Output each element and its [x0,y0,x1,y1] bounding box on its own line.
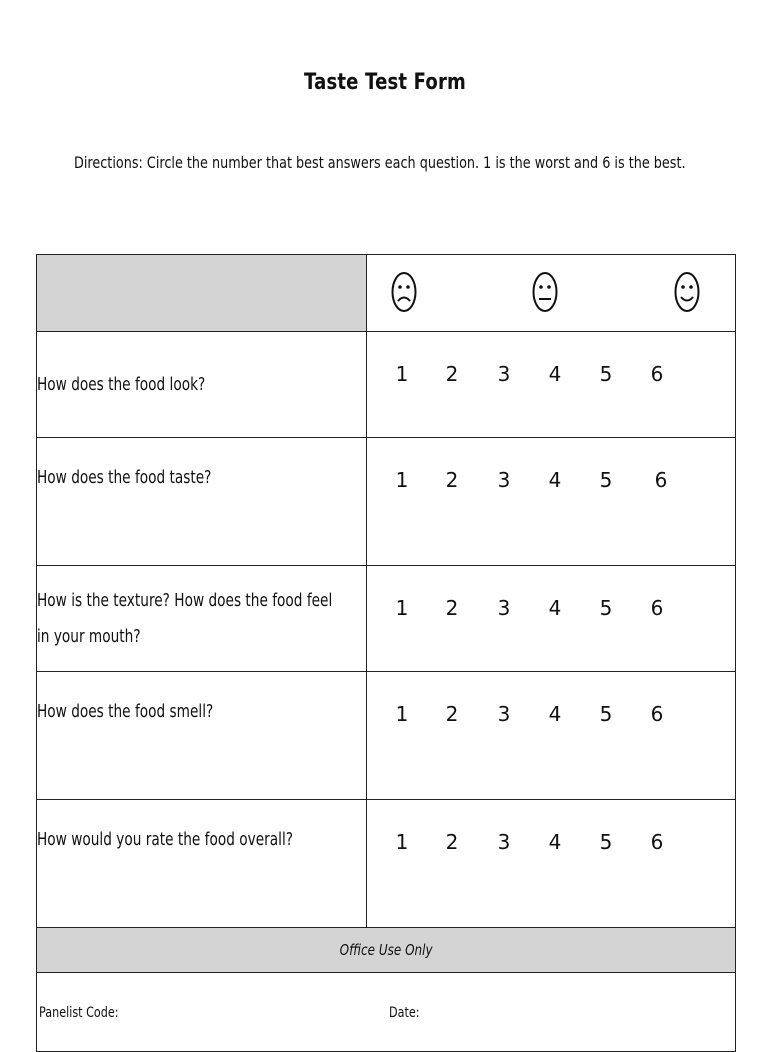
question-text-line1: How is the texture? How does the food feel [37,589,333,611]
rating-option-6[interactable]: 6 [650,702,664,726]
question-text: How does the food taste? [37,467,212,488]
rating-table [36,254,736,1052]
rating-option-3[interactable]: 3 [497,830,511,854]
rating-option-2[interactable]: 2 [445,362,459,386]
rating-option-6[interactable]: 6 [654,468,668,492]
rating-option-2[interactable]: 2 [445,468,459,492]
smile-face-icon [672,269,702,315]
rating-option-4[interactable]: 4 [548,830,562,854]
rating-option-2[interactable]: 2 [445,830,459,854]
rating-option-6[interactable]: 6 [650,830,664,854]
rating-option-3[interactable]: 3 [497,702,511,726]
date-label: Date: [389,1005,420,1021]
question-cell [37,438,367,566]
office-use-label: Office Use Only [339,941,433,959]
directions-text: Directions: Circle the number that best answers each question. 1 is the worst and 6 is the best. [74,153,686,172]
rating-option-4[interactable]: 4 [548,362,562,386]
faces-cell [367,255,736,332]
rating-option-1[interactable]: 1 [395,830,409,854]
rating-cell [367,800,736,928]
rating-option-5[interactable]: 5 [599,468,613,492]
rating-option-4[interactable]: 4 [548,596,562,620]
question-text: How does the food look? [37,373,206,395]
panelist-code-label: Panelist Code: [39,1005,119,1021]
rating-option-1[interactable]: 1 [395,702,409,726]
rating-option-4[interactable]: 4 [548,468,562,492]
rating-option-6[interactable]: 6 [650,596,664,620]
header-row [37,255,736,332]
question-cell [37,672,367,800]
office-use-cell [37,928,736,973]
question-cell [37,566,367,672]
rating-option-5[interactable]: 5 [599,596,613,620]
question-text: How would you rate the food overall? [37,829,294,850]
question-row-look [37,332,736,438]
rating-option-4[interactable]: 4 [548,702,562,726]
neutral-face-icon [530,269,560,315]
rating-cell [367,438,736,566]
question-row-overall [37,800,736,928]
question-row-smell [37,672,736,800]
frown-face-icon [389,269,419,315]
question-row-taste [37,438,736,566]
rating-option-3[interactable]: 3 [497,468,511,492]
footer-cell [37,973,736,1052]
question-text-line2: in your mouth? [37,625,141,647]
footer-row [37,973,736,1052]
rating-option-1[interactable]: 1 [395,468,409,492]
rating-option-6[interactable]: 6 [650,362,664,386]
rating-option-3[interactable]: 3 [497,596,511,620]
rating-option-5[interactable]: 5 [599,702,613,726]
rating-option-2[interactable]: 2 [445,596,459,620]
rating-cell [367,566,736,672]
rating-option-1[interactable]: 1 [395,362,409,386]
rating-cell [367,672,736,800]
rating-option-5[interactable]: 5 [599,362,613,386]
header-blank-cell [37,255,367,332]
office-use-row [37,928,736,973]
rating-option-1[interactable]: 1 [395,596,409,620]
rating-option-2[interactable]: 2 [445,702,459,726]
question-row-texture [37,566,736,672]
question-cell [37,800,367,928]
rating-cell [367,332,736,438]
page-title: Taste Test Form [304,70,466,95]
question-text: How does the food smell? [37,701,214,722]
rating-option-5[interactable]: 5 [599,830,613,854]
question-cell [37,332,367,438]
rating-option-3[interactable]: 3 [497,362,511,386]
